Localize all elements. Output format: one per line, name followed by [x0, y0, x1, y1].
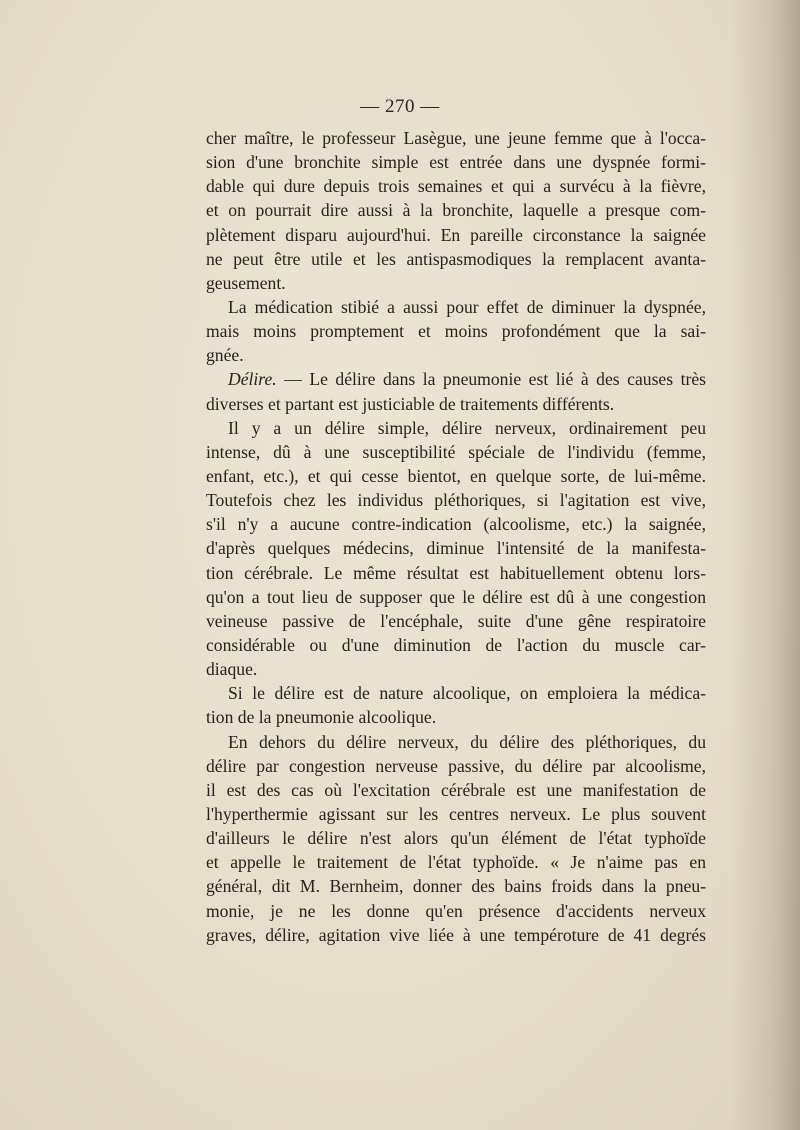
- text-line: [206, 874, 706, 898]
- text-line: [206, 198, 706, 222]
- text-line: [206, 295, 706, 319]
- text-line-content: graves, délire, agitation vive liée à une tempéroture de 41 degrés: [206, 924, 706, 945]
- text-line: [206, 343, 706, 367]
- text-line: [206, 802, 706, 826]
- text-line-content: enfant, etc.), et qui cesse bientot, en quelque sorte, de lui-même.: [206, 465, 706, 486]
- text-line-content: En dehors du délire nerveux, du délire des pléthoriques, du: [228, 731, 706, 752]
- text-line-content: tion cérébrale. Le même résultat est habituellement obtenu lors-: [206, 562, 706, 583]
- text-line-content: La médication stibié a aussi pour effet de diminuer la dyspnée,: [228, 296, 706, 317]
- text-line: [206, 464, 706, 488]
- text-line-content: veineuse passive de l'encéphale, suite d'une gêne respiratoire: [206, 610, 706, 631]
- text-line-content: d'ailleurs le délire n'est alors qu'un élément de l'état typhoïde: [206, 828, 706, 849]
- text-line: [206, 319, 706, 343]
- text-line-content: dable qui dure depuis trois semaines et qui a survécu à la fièvre,: [206, 176, 706, 197]
- text-line: [206, 392, 706, 416]
- text-line-content: intense, dû à une susceptibilité spéciale de l'individu (femme,: [206, 441, 706, 462]
- text-line-content: cher maître, le professeur Lasègue, une jeune femme que à l'occa-: [206, 128, 706, 148]
- text-line-content: s'il n'y a aucune contre-indication (alcoolisme, etc.) la saignée,: [206, 514, 706, 535]
- text-line-content: qu'on a tout lieu de supposer que le délire est dû à une congestion: [206, 586, 706, 607]
- text-line-content: sion d'une bronchite simple est entrée dans une dyspnée formi-: [206, 152, 706, 173]
- text-line-content: délire par congestion nerveuse passive, du délire par alcoolisme,: [206, 755, 706, 776]
- text-line-content: Toutefois chez les individus pléthoriques, si l'agitation est vive,: [206, 490, 706, 511]
- page-gutter-shadow: [730, 0, 800, 1130]
- text-line: [206, 512, 706, 536]
- text-line-content: général, dit M. Bernheim, donner des bains froids dans la pneu-: [206, 876, 706, 897]
- text-line: [206, 536, 706, 560]
- text-line: [206, 223, 706, 247]
- text-line: [206, 488, 706, 512]
- text-line: [206, 271, 706, 295]
- text-line-content: et on pourrait dire aussi à la bronchite, laquelle a presque com-: [206, 200, 706, 221]
- text-line: [206, 633, 706, 657]
- text-line-content: considérable ou d'une diminution de l'action du muscle car-: [206, 634, 706, 655]
- text-line: [206, 585, 706, 609]
- text-line: [206, 126, 706, 150]
- text-line: [206, 923, 706, 947]
- text-line-content: mais moins promptement et moins profondément que la sai-: [206, 321, 706, 342]
- text-line: [206, 778, 706, 802]
- text-line: [206, 681, 706, 705]
- text-line: [206, 850, 706, 874]
- body-text: [206, 126, 706, 947]
- text-line-content: diverses et partant est justiciable de traitements différents.: [206, 393, 615, 414]
- text-line-content: il est des cas où l'excitation cérébrale est une manifestation de: [206, 779, 706, 800]
- text-line-content: Il y a un délire simple, délire nerveux, ordinairement peu: [228, 417, 706, 438]
- text-line-content: geusement.: [206, 272, 286, 293]
- section-heading: Délire.: [228, 369, 277, 390]
- text-line: [206, 730, 706, 754]
- text-line-content: — Le délire dans la pneumonie est lié à des causes très: [284, 369, 706, 390]
- text-line: [206, 754, 706, 778]
- text-line-content: l'hyperthermie agissant sur les centres nerveux. Le plus souvent: [206, 803, 706, 824]
- text-line-content: d'après quelques médecins, diminue l'intensité de la manifesta-: [206, 538, 706, 559]
- page-number: — 270 —: [360, 96, 440, 117]
- text-line-content: et appelle le traitement de l'état typhoïde. « Je n'aime pas en: [206, 852, 706, 873]
- text-line: [206, 367, 706, 391]
- text-line-content: ne peut être utile et les antispasmodiques la remplacent avanta-: [206, 248, 706, 269]
- text-line: [206, 174, 706, 198]
- text-line-content: diaque.: [206, 659, 258, 680]
- text-line: [206, 899, 706, 923]
- text-line: [206, 609, 706, 633]
- text-line-content: gnée.: [206, 345, 244, 366]
- text-line: [206, 247, 706, 271]
- text-line: [206, 657, 706, 681]
- text-line-content: Si le délire est de nature alcoolique, on emploiera la médica-: [228, 683, 706, 704]
- text-line: [206, 826, 706, 850]
- text-line-content: tion de la pneumonie alcoolique.: [206, 707, 437, 728]
- text-line-content: plètement disparu aujourd'hui. En pareille circonstance la saignée: [206, 224, 706, 245]
- text-line-content: monie, je ne les donne qu'en présence d'accidents nerveux: [206, 900, 706, 921]
- text-line: [206, 705, 706, 729]
- text-line: [206, 150, 706, 174]
- text-line: [206, 440, 706, 464]
- text-line: [206, 416, 706, 440]
- text-line: [206, 561, 706, 585]
